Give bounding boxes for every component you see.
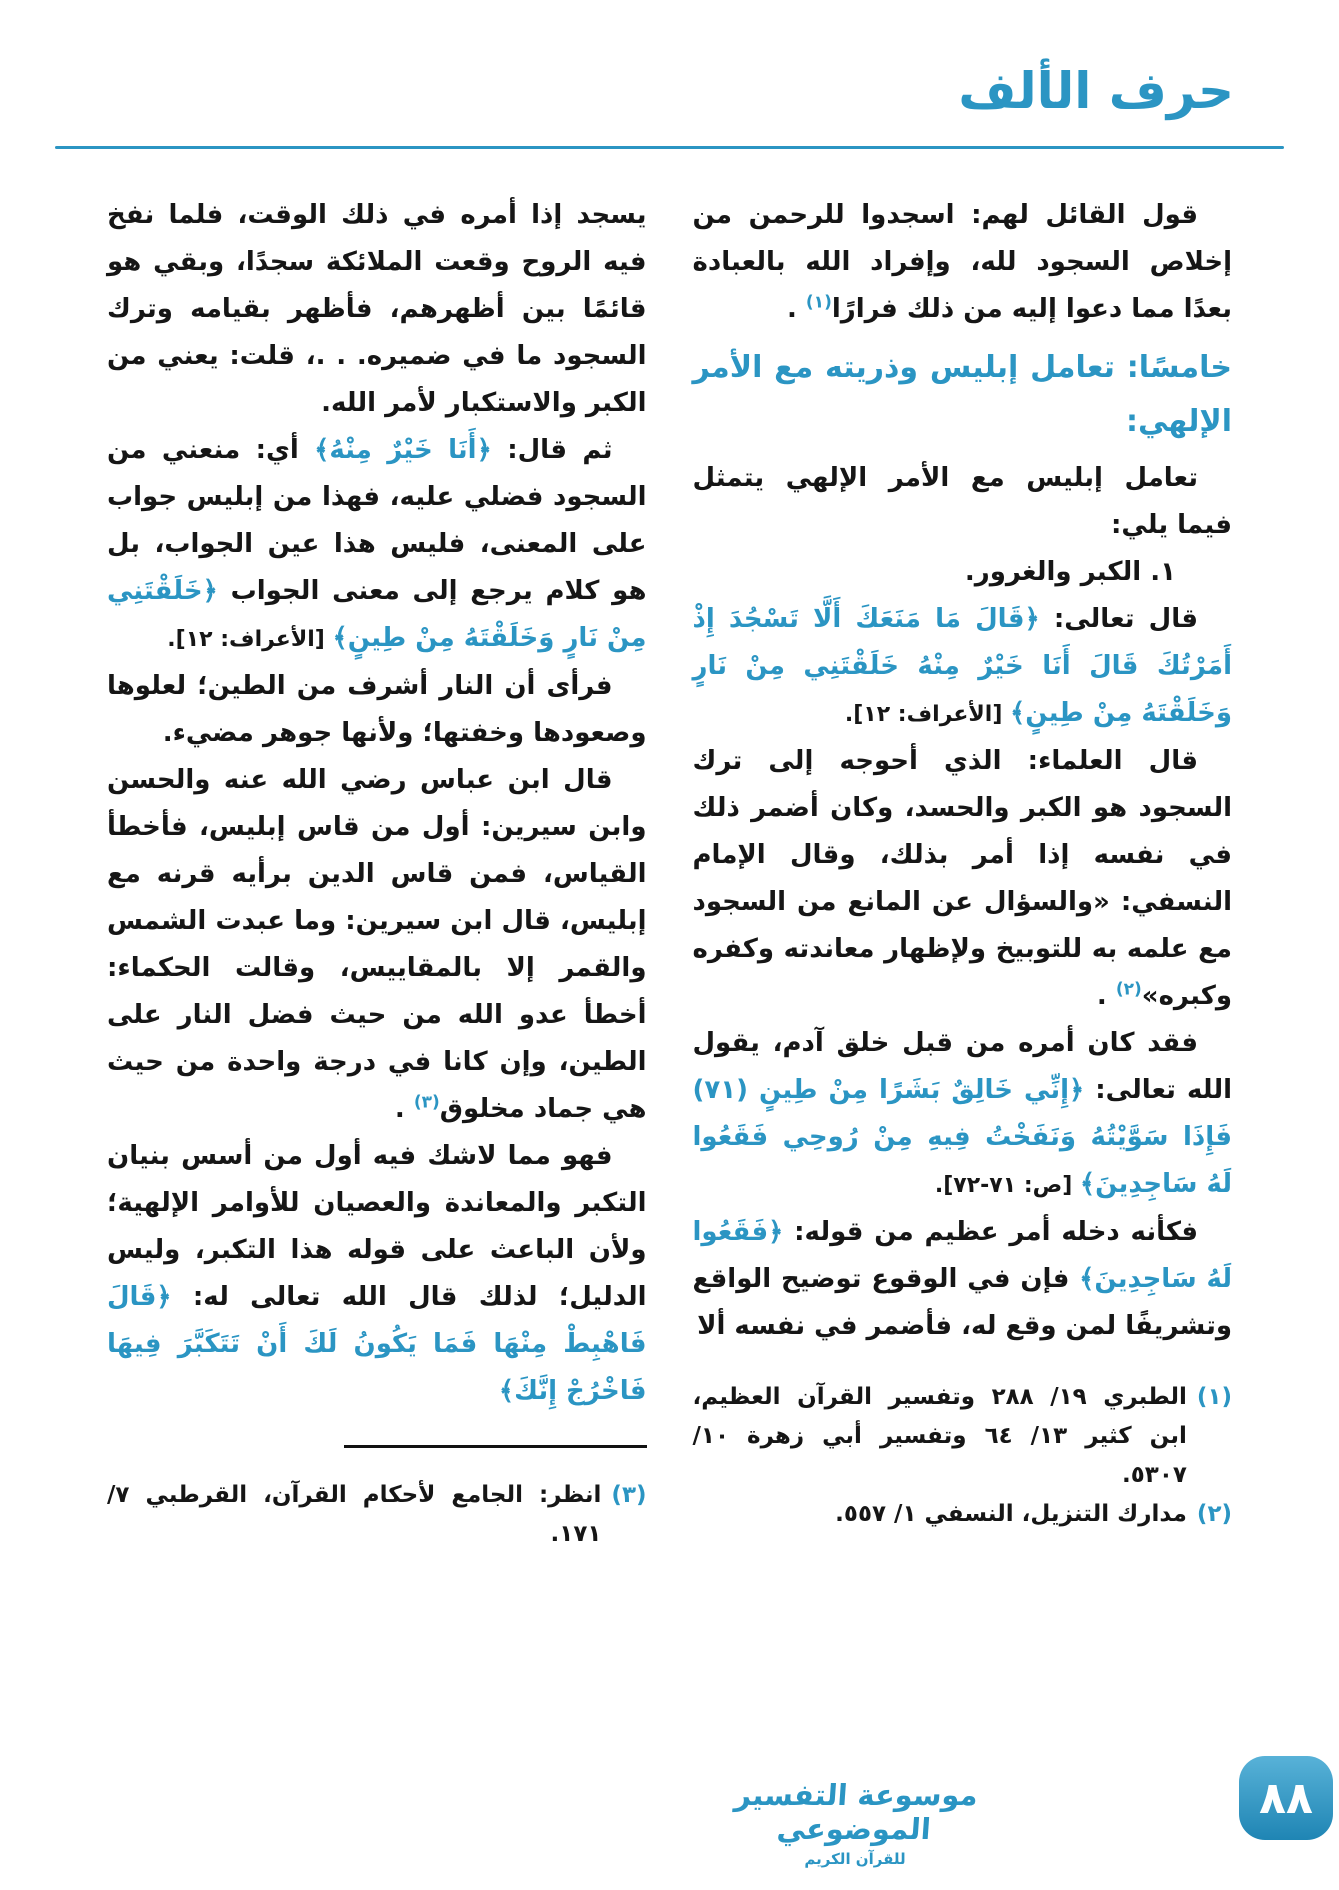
publisher-logo-title: موسوعة التفسير الموضوعي (733, 1778, 980, 1846)
verse-reference: [ص: ٧١-٧٢]. (934, 1173, 1080, 1198)
text-segment: قال تعالى: (1039, 604, 1198, 634)
footnote-marker: (٣) (611, 1482, 647, 1508)
verse-reference: [الأعراف: ١٢]. (844, 702, 1011, 727)
footnotes-left (107, 1476, 647, 1554)
text-segment: فإن في الوقوع توضيح الواقع وتشريفًا لمن وقع له، فأضمر في نفسه ألا (692, 1264, 1232, 1341)
quran-verse: ﴿قَالَ مَا مَنَعَكَ أَلَّا تَسْجُدَ إِذْ أَمَرْتُكَ قَالَ أَنَا خَيْرٌ مِنْهُ خَلَقْتَنِي مِنْ نَارٍ وَخَلَقْتَهُ مِنْ طِينٍ﴾ (692, 604, 1232, 728)
text-segment: فهو مما لاشك فيه أول من أسس بنيان التكبر والمعاندة والعصيان للأوامر الإلهية؛ ولأن الباعث على قوله هذا التكبر، وليس الدليل؛ لذلك قال الله تعالى له: (107, 1141, 647, 1312)
text-segment: فرأى أن النار أشرف من الطين؛ لعلوها وصعودها وخفتها؛ ولأنها جوهر مضيء. (107, 671, 647, 748)
footnote-ref: (٣) (413, 1092, 440, 1113)
footnote-text: انظر: الجامع لأحكام القرآن، القرطبي ٧/ ١٧١. (107, 1482, 602, 1547)
footnote (693, 1495, 1233, 1534)
chapter-title: حرف الألف (958, 62, 1234, 120)
paragraph (107, 427, 647, 663)
header-rule (55, 146, 1284, 149)
text-segment: فكأنه دخله أمر عظيم من قوله: (783, 1217, 1198, 1247)
text-columns (107, 192, 1232, 1554)
heading-text: خامسًا: تعامل إبليس وذريته مع الأمر الإلهي: (692, 350, 1232, 439)
footnotes-right (693, 1378, 1233, 1534)
section-heading (693, 341, 1233, 449)
paragraph (693, 738, 1233, 1020)
quran-verse: ﴿إِنِّي خَالِقٌ بَشَرًا مِنْ طِينٍ (٧١) فَإِذَا سَوَّيْتُهُ وَنَفَخْتُ فِيهِ مِنْ رُوحِي فَقَعُوا لَهُ سَاجِدِينَ﴾ (692, 1075, 1232, 1199)
quran-verse: ﴿فَقَعُوا لَهُ سَاجِدِينَ﴾ (692, 1217, 1232, 1294)
footnote-text: مدارك التنزيل، النسفي ١/ ٥٥٧. (835, 1501, 1187, 1527)
quran-verse: ﴿خَلَقْتَنِي مِنْ نَارٍ وَخَلَقْتَهُ مِنْ طِينٍ﴾ (107, 576, 647, 653)
text-segment: . (1096, 981, 1116, 1011)
paragraph (107, 663, 647, 757)
publisher-logo-subtitle: للقرآن الكريم (804, 1850, 906, 1868)
paragraph (107, 757, 647, 1133)
footnote-separator (344, 1445, 646, 1448)
page-number-tab: ٨٨ (1239, 1756, 1333, 1840)
text-segment: ١. الكبر والغرور. (964, 557, 1176, 587)
column-right (693, 192, 1233, 1534)
paragraph (693, 1020, 1233, 1209)
text-segment: قال ابن عباس رضي الله عنه والحسن وابن سيرين: أول من قاس إبليس، فأخطأ القياس، فمن قاس الدين برأيه قرنه مع إبليس، قال ابن سيرين: وما عبدت الشمس والقمر إلا بالمقاييس، وقالت الحكماء: أخطأ عدو الله من حيث فضل النار على الطين، وإن كانا في درجة واحدة من حيث هي جماد مخلوق (107, 765, 647, 1124)
footnote-marker: (٢) (1196, 1501, 1232, 1527)
footnote-text: الطبري ١٩/ ٢٨٨ وتفسير القرآن العظيم، ابن كثير ١٣/ ٦٤ وتفسير أبي زهرة ١٠/ ٥٣٠٧. (692, 1384, 1187, 1488)
paragraph (107, 1133, 647, 1415)
footnote-ref: (١) (805, 292, 832, 313)
quran-verse: ﴿قَالَ فَاهْبِطْ مِنْهَا فَمَا يَكُونُ لَكَ أَنْ تَتَكَبَّرَ فِيهَا فَاخْرُجْ إِنَّكَ﴾ (107, 1282, 647, 1406)
paragraph (693, 192, 1233, 333)
footnote-marker: (١) (1196, 1384, 1232, 1410)
verse-reference: [الأعراف: ١٢]. (167, 627, 333, 652)
column-right-paragraphs (693, 192, 1233, 1350)
footnote-ref: (٢) (1115, 979, 1142, 1000)
paragraph (107, 192, 647, 427)
text-segment: . (786, 294, 806, 324)
paragraph (693, 455, 1233, 549)
column-left (107, 192, 647, 1554)
text-segment: تعامل إبليس مع الأمر الإلهي يتمثل فيما يلي: (692, 463, 1232, 540)
text-segment: ثم قال: (491, 435, 613, 465)
text-segment: فقد كان أمره من قبل خلق آدم، يقول الله تعالى: (692, 1028, 1232, 1105)
text-segment: قول القائل لهم: اسجدوا للرحمن من إخلاص السجود لله، وإفراد الله بالعبادة بعدًا مما دعوا إليه من ذلك فرارًا (692, 200, 1232, 324)
paragraph (693, 549, 1233, 596)
paragraph (693, 596, 1233, 738)
text-segment: يسجد إذا أمره في ذلك الوقت، فلما نفخ فيه الروح وقعت الملائكة سجدًا، وبقي هو قائمًا بين أظهرهم، فأظهر بقيامه وترك السجود ما في ضميره. . .، قلت: يعني من الكبر والاستكبار لأمر الله. (107, 200, 647, 418)
text-segment: أي: منعني من السجود فضلي عليه، فهذا من إبليس جواب على المعنى، فليس هذا عين الجواب، بل هو كلام يرجع إلى معنى الجواب (107, 435, 647, 606)
publisher-logo (717, 1778, 993, 1868)
quran-verse: ﴿أَنَا خَيْرٌ مِنْهُ﴾ (314, 435, 492, 465)
text-segment: قال العلماء: الذي أحوجه إلى ترك السجود هو الكبر والحسد، وكان أضمر ذلك في نفسه إذا أمر بذلك، وقال الإمام النسفي: «والسؤال عن المانع من السجود مع علمه به للتوبيخ ولإظهار معاندته وكفره وكبره» (692, 746, 1232, 1011)
footnote (693, 1378, 1233, 1495)
text-segment: . (394, 1094, 414, 1124)
paragraph (693, 1209, 1233, 1350)
column-left-paragraphs (107, 192, 647, 1415)
footnote (107, 1476, 647, 1554)
